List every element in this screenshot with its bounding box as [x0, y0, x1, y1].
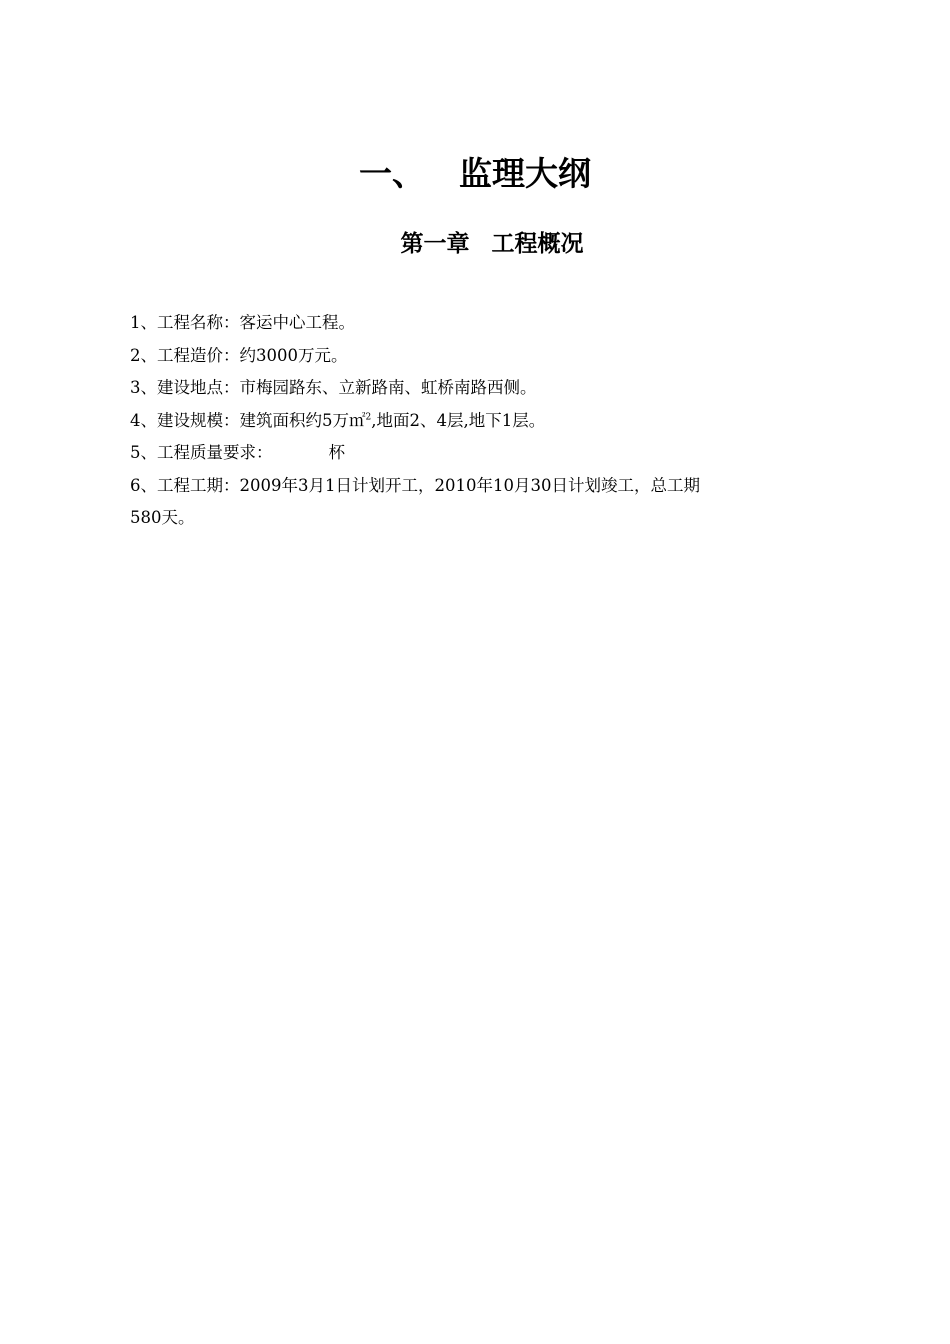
- item-label: 1、工程名称：: [130, 313, 240, 332]
- project-overview-list: [130, 307, 830, 535]
- list-item-schedule: [130, 470, 830, 503]
- list-item-project-name: [130, 307, 830, 340]
- item-label: 5、工程质量要求：: [130, 443, 273, 462]
- item-value-cont: ,地面2、4层,地下1层。: [371, 410, 546, 430]
- item-label: 4、建设规模：: [130, 410, 240, 430]
- item-value: 2009年3月1日计划开工，2010年10月30日计划竣工，总工期: [239, 475, 700, 495]
- chapter-number: 第一章: [400, 231, 470, 257]
- list-item-location: [130, 372, 830, 405]
- item-value: 市梅园路东、立新路南、虹桥南路西侧。: [239, 378, 537, 397]
- document-title: [0, 150, 950, 198]
- item-label: 3、建设地点：: [130, 378, 240, 397]
- item-value-cont: 580天。: [130, 508, 195, 527]
- item-label: 6、工程工期：: [130, 475, 240, 495]
- list-item-quality: [130, 437, 830, 470]
- list-item-project-cost: [130, 340, 830, 373]
- superscript: 2: [365, 412, 372, 422]
- list-item-schedule-cont: [130, 502, 830, 535]
- title-number: 一、: [359, 154, 425, 193]
- title-text: 监理大纲: [459, 154, 591, 193]
- chapter-heading: [0, 226, 950, 262]
- item-value: 客运中心工程。: [239, 313, 355, 332]
- chapter-text: 工程概况: [491, 231, 584, 257]
- item-value: 约3000万元。: [239, 345, 348, 365]
- list-item-scale: [130, 405, 830, 438]
- item-value: 杯: [328, 443, 345, 462]
- item-label: 2、工程造价：: [130, 345, 240, 365]
- item-value: 建筑面积约5万㎡: [239, 410, 366, 430]
